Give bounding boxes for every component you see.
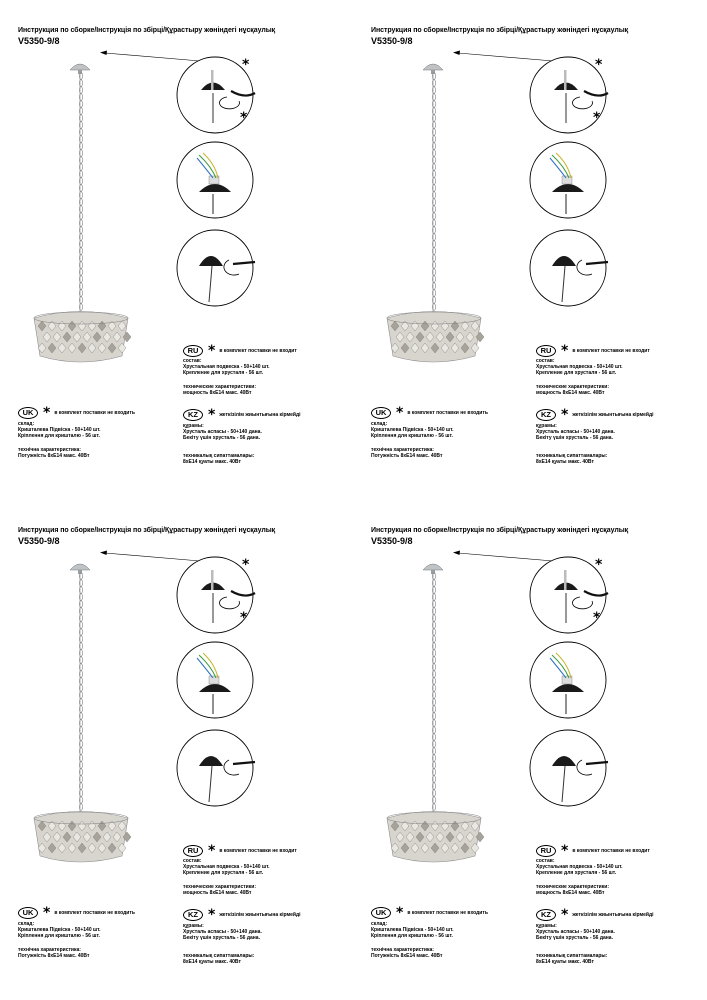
kz-not-included-row [536, 409, 654, 421]
asterisk-icon: * [208, 907, 216, 923]
asterisk-icon: * [208, 843, 216, 859]
ceiling-canopy [423, 564, 443, 574]
ru-composition-2: Крепление для хрусталя - 56 шт. [536, 870, 617, 877]
model-code: V5350-9/8 [18, 36, 60, 46]
ru-badge: RU [536, 345, 556, 357]
detail-circle-wiring [177, 642, 253, 718]
ceiling-canopy [70, 64, 90, 74]
kz-not-included: жеткізілім жиынтығына кірмейді [219, 912, 301, 918]
pointer-arrowhead [453, 551, 460, 556]
uk-not-included: в комплект поставки не входить [54, 910, 135, 916]
uk-tech: Потужність 8хЕ14 макс. 40Вт [18, 952, 90, 959]
kz-specs [536, 923, 615, 965]
ru-tech-label: технические характеристики: [183, 883, 256, 890]
asterisk-icon: * [561, 343, 569, 359]
detail-circle-wiring [530, 642, 606, 718]
ru-specs [183, 858, 270, 896]
uk-not-included: в комплект поставки не входить [407, 910, 488, 916]
pointer-arrowhead [100, 551, 107, 556]
uk-tech-label: технічна характеристика: [18, 946, 81, 953]
kz-tech: 8хЕ14 қуаты макс. 40Вт [183, 958, 241, 965]
ru-not-included: в комплект поставки не входит [219, 848, 297, 854]
ru-composition-1: Хрустальная подвеска - 50+140 шт. [536, 364, 623, 371]
uk-not-included-row [18, 907, 135, 919]
ru-tech: мощность 8хЕ14 макс. 40Вт [536, 389, 605, 396]
ru-tech-label: технические характеристики: [536, 883, 609, 890]
uk-composition-1: Кришталева Підвіска - 50+140 шт. [18, 427, 101, 434]
uk-composition-label: склад: [18, 421, 35, 427]
asterisk-icon: * [561, 843, 569, 859]
ru-badge: RU [183, 845, 203, 857]
ru-composition-1: Хрустальная подвеска - 50+140 шт. [183, 864, 270, 871]
pointer-line [458, 53, 565, 62]
uk-composition-2: Кріплення для кришталю - 56 шт. [18, 433, 100, 440]
ru-composition-2: Крепление для хрусталя - 56 шт. [183, 370, 264, 377]
ru-tech: мощность 8хЕ14 макс. 40Вт [536, 889, 605, 896]
detail-circle-canopy [530, 730, 608, 806]
ru-badge: RU [183, 345, 203, 357]
asterisk-icon: * [43, 405, 51, 421]
ru-composition-1: Хрустальная подвеска - 50+140 шт. [536, 864, 623, 871]
ru-specs [536, 858, 623, 896]
uk-not-included-row [371, 907, 488, 919]
uk-composition-2: Кріплення для кришталю - 56 шт. [18, 933, 100, 940]
detail-circle-wiring [177, 142, 253, 218]
kz-specs [183, 923, 262, 965]
kz-composition-2: Бекіту үшін хрусталь - 56 дана. [183, 935, 260, 942]
ru-tech: мощность 8хЕ14 макс. 40Вт [183, 889, 252, 896]
uk-tech-label: технічна характеристика: [371, 446, 434, 453]
asterisk-icon: * [43, 905, 51, 921]
kz-composition-1: Хрусталь аспасы - 50+140 дана. [183, 929, 262, 936]
uk-composition-label: склад: [371, 421, 388, 427]
instruction-title: Инструкция по сборке/Інструкція по збірці/Құрастыру жөніндегі нұсқаулық [371, 527, 629, 534]
asterisk-icon: * [208, 407, 216, 423]
kz-composition-label: құрамы: [183, 423, 204, 429]
asterisk-icon: * [396, 405, 404, 421]
uk-specs [371, 921, 454, 959]
kz-composition-2: Бекіту үшін хрусталь - 56 дана. [183, 435, 260, 442]
uk-specs [371, 421, 454, 459]
kz-badge: KZ [536, 409, 556, 421]
uk-tech-label: технічна характеристика: [18, 446, 81, 453]
pointer-line [105, 553, 212, 562]
kz-tech-label: техникалық сипаттамалары: [183, 452, 255, 459]
ru-not-included-row [183, 845, 297, 857]
instruction-panel-1 [0, 0, 353, 500]
kz-composition-label: құрамы: [183, 923, 204, 929]
chain [432, 73, 435, 312]
kz-tech: 8хЕ14 қуаты макс. 40Вт [183, 458, 241, 465]
kz-not-included-row [536, 909, 654, 921]
ceiling-canopy [423, 64, 443, 74]
ru-tech-label: технические характеристики: [536, 383, 609, 390]
chain [79, 573, 82, 812]
kz-not-included: жеткізілім жиынтығына кірмейді [219, 412, 301, 418]
ru-not-included: в комплект поставки не входит [219, 348, 297, 354]
pointer-arrowhead [100, 51, 107, 56]
detail-circle-canopy [177, 230, 255, 306]
uk-tech: Потужність 8хЕ14 макс. 40Вт [371, 452, 443, 459]
uk-composition-2: Кріплення для кришталю - 56 шт. [371, 433, 453, 440]
model-code: V5350-9/8 [371, 36, 413, 46]
detail-circle-canopy [530, 230, 608, 306]
uk-composition-1: Кришталева Підвіска - 50+140 шт. [371, 427, 454, 434]
uk-not-included-row [18, 407, 135, 419]
crystal-shade [34, 812, 131, 863]
star-mark: * [240, 110, 248, 126]
ru-not-included: в комплект поставки не входит [572, 348, 650, 354]
ru-badge: RU [536, 845, 556, 857]
model-code: V5350-9/8 [371, 536, 413, 546]
star-mark: * [595, 557, 603, 573]
kz-badge: KZ [183, 409, 203, 421]
ru-not-included: в комплект поставки не входит [572, 848, 650, 854]
instruction-panel-3 [0, 500, 353, 1000]
ru-not-included-row [536, 345, 650, 357]
uk-not-included: в комплект поставки не входить [407, 410, 488, 416]
kz-composition-1: Хрусталь аспасы - 50+140 дана. [183, 429, 262, 436]
uk-not-included-row [371, 407, 488, 419]
kz-not-included: жеткізілім жиынтығына кірмейді [572, 912, 654, 918]
kz-tech-label: техникалық сипаттамалары: [536, 952, 608, 959]
ru-specs [536, 358, 623, 396]
kz-composition-1: Хрусталь аспасы - 50+140 дана. [536, 929, 615, 936]
instruction-title: Инструкция по сборке/Інструкція по збірці/Құрастыру жөніндегі нұсқаулық [371, 27, 629, 34]
star-mark: * [242, 557, 250, 573]
kz-badge: KZ [183, 909, 203, 921]
uk-tech: Потужність 8хЕ14 макс. 40Вт [18, 452, 90, 459]
kz-specs [536, 423, 615, 465]
ru-composition-1: Хрустальная подвеска - 50+140 шт. [183, 364, 270, 371]
pointer-line [105, 53, 212, 62]
crystal-shade [34, 312, 131, 363]
kz-specs [183, 423, 262, 465]
ru-tech: мощность 8хЕ14 макс. 40Вт [183, 389, 252, 396]
kz-composition-1: Хрусталь аспасы - 50+140 дана. [536, 429, 615, 436]
pointer-arrowhead [453, 51, 460, 56]
uk-specs [18, 921, 101, 959]
asterisk-icon: * [396, 905, 404, 921]
kz-not-included-row [183, 409, 301, 421]
uk-composition-2: Кріплення для кришталю - 56 шт. [371, 933, 453, 940]
instruction-panel-4 [353, 500, 706, 1000]
uk-tech: Потужність 8хЕ14 макс. 40Вт [371, 952, 443, 959]
ceiling-canopy [70, 564, 90, 574]
uk-composition-1: Кришталева Підвіска - 50+140 шт. [18, 927, 101, 934]
ru-composition-label: состав: [183, 358, 202, 364]
uk-composition-1: Кришталева Підвіска - 50+140 шт. [371, 927, 454, 934]
ru-composition-label: состав: [536, 358, 555, 364]
star-mark: * [242, 57, 250, 73]
kz-not-included-row [183, 909, 301, 921]
uk-badge: UK [18, 907, 38, 919]
kz-not-included: жеткізілім жиынтығына кірмейді [572, 412, 654, 418]
uk-specs [18, 421, 101, 459]
chain [432, 573, 435, 812]
uk-composition-label: склад: [18, 921, 35, 927]
ru-composition-label: состав: [183, 858, 202, 864]
kz-badge: KZ [536, 909, 556, 921]
ru-composition-2: Крепление для хрусталя - 56 шт. [536, 370, 617, 377]
ru-composition-2: Крепление для хрусталя - 56 шт. [183, 870, 264, 877]
kz-tech: 8хЕ14 қуаты макс. 40Вт [536, 958, 594, 965]
detail-circle-wiring [530, 142, 606, 218]
ru-composition-label: состав: [536, 858, 555, 864]
model-code: V5350-9/8 [18, 536, 60, 546]
ru-tech-label: технические характеристики: [183, 383, 256, 390]
asterisk-icon: * [561, 407, 569, 423]
kz-composition-2: Бекіту үшін хрусталь - 56 дана. [536, 435, 613, 442]
ru-not-included-row [536, 845, 650, 857]
crystal-shade [387, 312, 484, 363]
asterisk-icon: * [208, 343, 216, 359]
instruction-title: Инструкция по сборке/Інструкція по збірці/Құрастыру жөніндегі нұсқаулық [18, 27, 276, 34]
asterisk-icon: * [561, 907, 569, 923]
kz-composition-label: құрамы: [536, 923, 557, 929]
uk-badge: UK [371, 907, 391, 919]
instruction-panel-2 [353, 0, 706, 500]
kz-composition-label: құрамы: [536, 423, 557, 429]
uk-tech-label: технічна характеристика: [371, 946, 434, 953]
pointer-line [458, 553, 565, 562]
kz-tech-label: техникалық сипаттамалары: [183, 952, 255, 959]
star-mark: * [240, 610, 248, 626]
kz-tech-label: техникалық сипаттамалары: [536, 452, 608, 459]
kz-tech: 8хЕ14 қуаты макс. 40Вт [536, 458, 594, 465]
uk-not-included: в комплект поставки не входить [54, 410, 135, 416]
uk-composition-label: склад: [371, 921, 388, 927]
kz-composition-2: Бекіту үшін хрусталь - 56 дана. [536, 935, 613, 942]
chain [79, 73, 82, 312]
detail-circle-canopy [177, 730, 255, 806]
uk-badge: UK [371, 407, 391, 419]
instruction-title: Инструкция по сборке/Інструкція по збірці/Құрастыру жөніндегі нұсқаулық [18, 527, 276, 534]
ru-not-included-row [183, 345, 297, 357]
uk-badge: UK [18, 407, 38, 419]
star-mark: * [593, 610, 601, 626]
crystal-shade [387, 812, 484, 863]
star-mark: * [593, 110, 601, 126]
ru-specs [183, 358, 270, 396]
star-mark: * [595, 57, 603, 73]
